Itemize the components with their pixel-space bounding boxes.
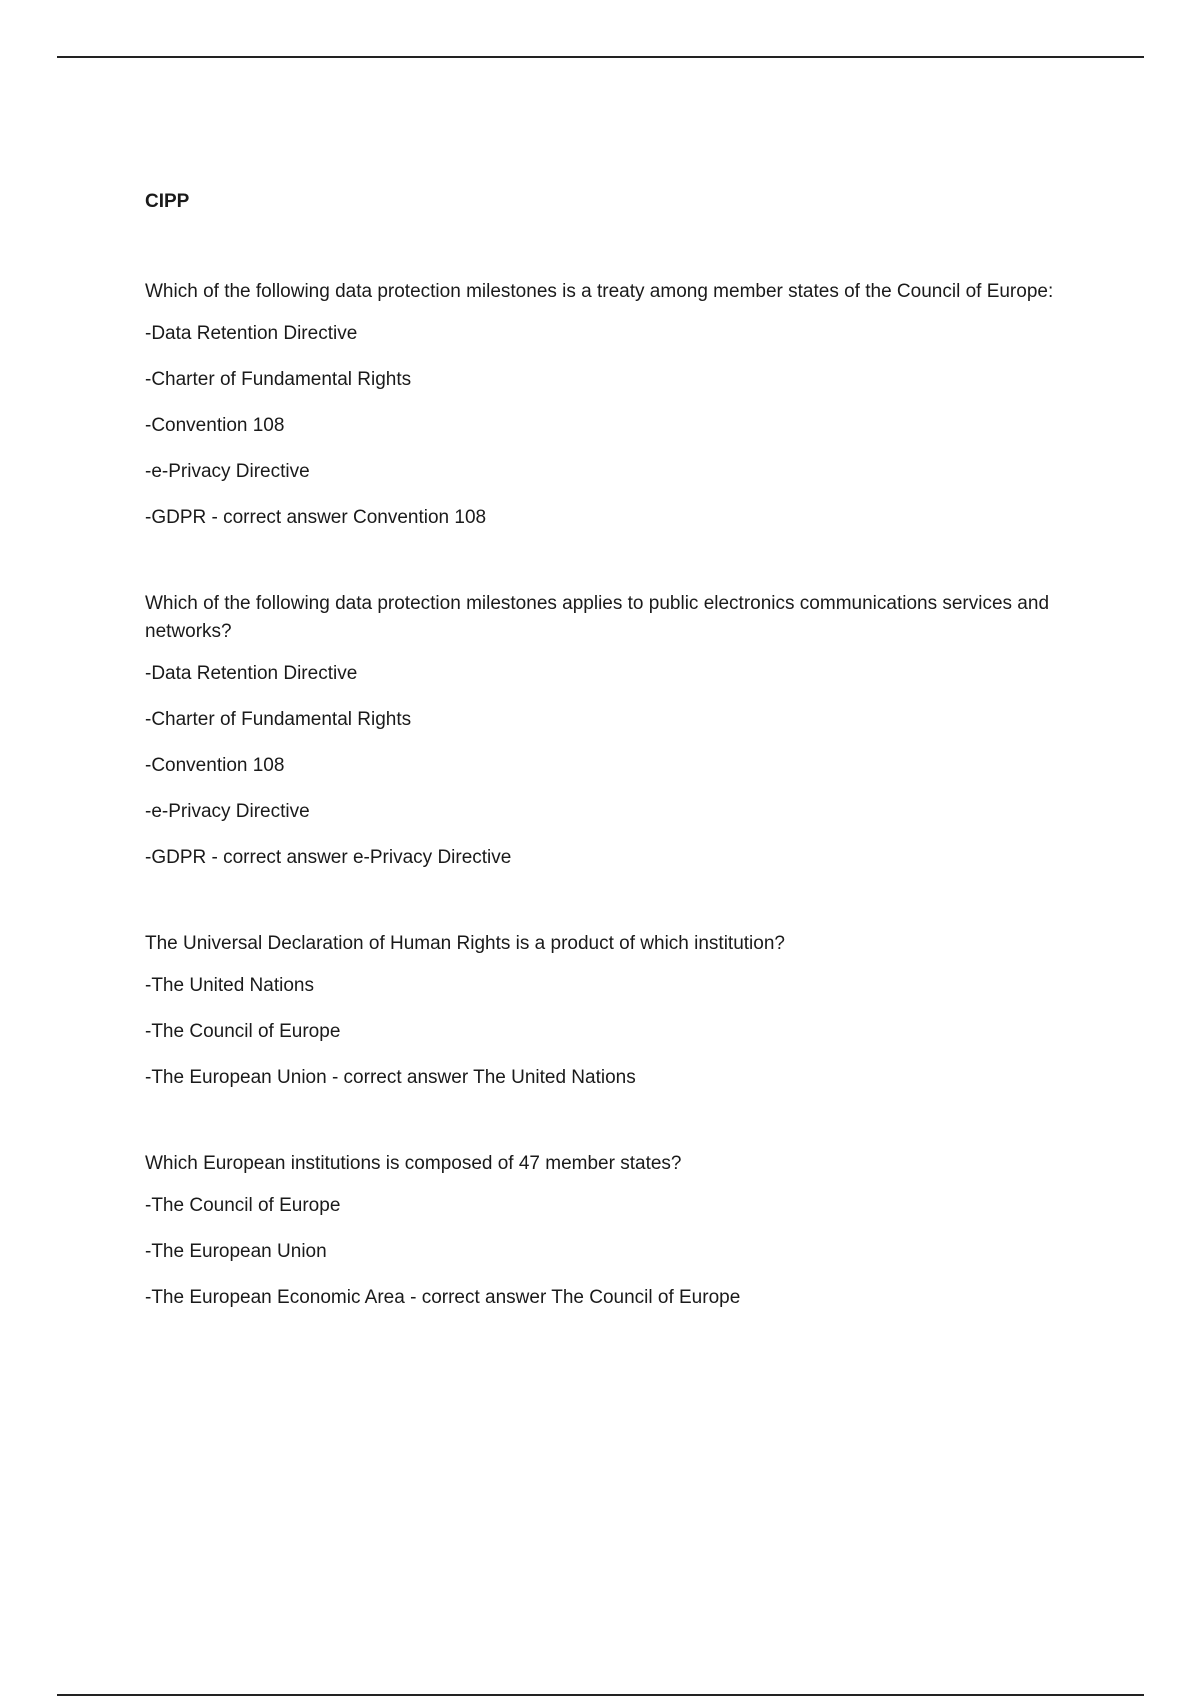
answer-option: -Charter of Fundamental Rights xyxy=(145,709,412,730)
answer-option: -The Council of Europe xyxy=(145,1195,341,1216)
question-text: Which of the following data protection milestones applies to public electronics communications services and networks? xyxy=(145,593,1050,642)
answer-option-with-correct-answer: -The European Economic Area - correct answer The Council of Europe xyxy=(145,1287,741,1308)
document-title: CIPP xyxy=(145,191,190,212)
answer-option: -The Council of Europe xyxy=(145,1021,341,1042)
bottom-rule xyxy=(57,1694,1144,1696)
answer-option: -e-Privacy Directive xyxy=(145,461,310,482)
answer-option: -Data Retention Directive xyxy=(145,323,358,344)
answer-option-with-correct-answer: -The European Union - correct answer The United Nations xyxy=(145,1067,636,1088)
question-text: Which of the following data protection milestones is a treaty among member states of the Council of Europe: xyxy=(145,281,1054,302)
answer-option: -Convention 108 xyxy=(145,755,285,776)
answer-option: -Data Retention Directive xyxy=(145,663,358,684)
answer-option-with-correct-answer: -GDPR - correct answer e-Privacy Directive xyxy=(145,847,512,868)
answer-option: -Convention 108 xyxy=(145,415,285,436)
answer-option: -e-Privacy Directive xyxy=(145,801,310,822)
question-text: The Universal Declaration of Human Rights is a product of which institution? xyxy=(145,933,785,954)
document-body xyxy=(145,190,1085,1370)
answer-option-with-correct-answer: -GDPR - correct answer Convention 108 xyxy=(145,507,487,528)
question-block-4 xyxy=(145,1150,1085,1310)
question-text: Which European institutions is composed of 47 member states? xyxy=(145,1153,682,1174)
question-block-3 xyxy=(145,930,1085,1090)
question-block-2 xyxy=(145,590,1085,870)
top-rule xyxy=(57,56,1144,58)
answer-option: -The United Nations xyxy=(145,975,314,996)
question-block-1 xyxy=(145,278,1085,530)
answer-option: -Charter of Fundamental Rights xyxy=(145,369,412,390)
answer-option: -The European Union xyxy=(145,1241,327,1262)
